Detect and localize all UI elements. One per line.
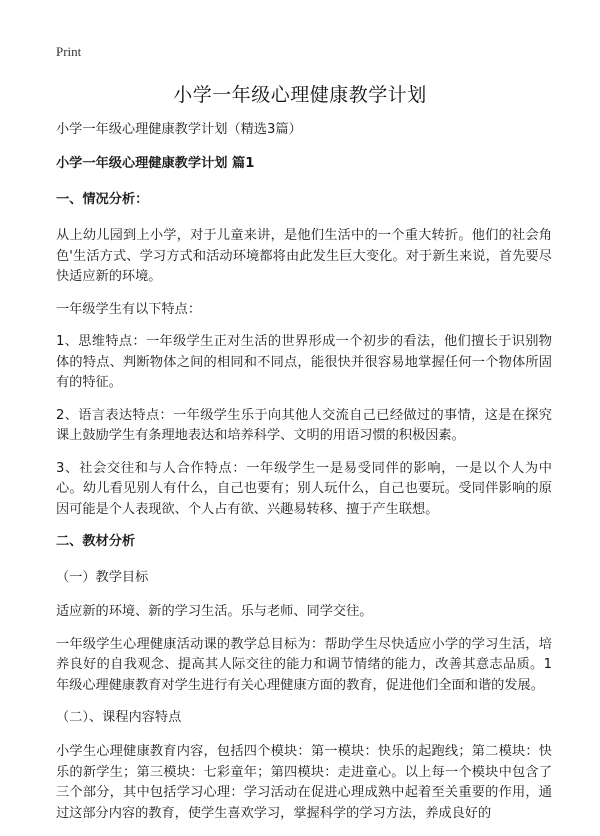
document-title: 小学一年级心理健康教学计划: [173, 84, 427, 106]
paragraph: 小学生心理健康教育内容，包括四个模块：第一模块：快乐的起跑线；第二模块：快乐的新学生；第三模块：七彩童年；第四模块：走进童心。以上每一个模块中包含了三个部分，其中包括学习心理：学习活动在促进心理成熟中起着至关重要的作用，通过这部分内容的教育，使学生喜欢学习，掌握科学的学习方法，养成良好的: [56, 744, 552, 821]
paragraph: 一年级学生心理健康活动课的教学总目标为：帮助学生尽快适应小学的学习生活，培养良好的自我观念、提高其人际交往的能力和调节情绪的能力，改善其意志品质。1年级心理健康教育对学生进行有关心理健康方面的教育，促进他们全面和谐的发展。: [56, 636, 552, 693]
heading-situation-analysis: 一、情况分析：: [56, 192, 149, 207]
subheading-course-content: （二）、课程内容特点: [56, 710, 182, 725]
paragraph: 1、思维特点：一年级学生正对生活的世界形成一个初步的看法，他们擅长于识别物体的特点、判断物体之间的相同和不同点，能很快并很容易地掌握任何一个物体所固有的特征。: [56, 334, 552, 390]
document-subtitle: 小学一年级心理健康教学计划（精选3篇）: [56, 122, 302, 137]
paragraph: 2、语言表达特点：一年级学生乐于向其他人交流自己已经做过的事情，这是在探究课上鼓励学生有条理地表达和培养科学、文明的用语习惯的积极因素。: [56, 407, 552, 443]
paragraph: 从上幼儿园到上小学，对于儿童来讲，是他们生活中的一个重大转折。他们的社会角色'生活方式、学习方式和活动环境都将由此发生巨大变化。对于新生来说，首先要尽快适应新的环境。: [56, 228, 552, 284]
print-link[interactable]: Print: [56, 44, 82, 59]
paragraph: 3、社会交往和与人合作特点：一年级学生一是易受同伴的影响，一是以个人为中心。幼儿看见别人有什么，自己也要有；别人玩什么，自己也要玩。受同伴影响的原因可能是个人表现欲、个人占有欲、兴趣易转移、擅于产生联想。: [56, 460, 552, 517]
subheading-teaching-goals: （一）教学目标: [56, 570, 149, 585]
heading-textbook-analysis: 二、教材分析: [56, 534, 136, 549]
paragraph: 适应新的环境、新的学习生活。乐与老师、同学交往。: [56, 604, 373, 619]
paragraph: 一年级学生有以下特点：: [56, 301, 202, 317]
section-title: 小学一年级心理健康教学计划 篇1: [56, 156, 255, 171]
document-body: [56, 120, 552, 836]
